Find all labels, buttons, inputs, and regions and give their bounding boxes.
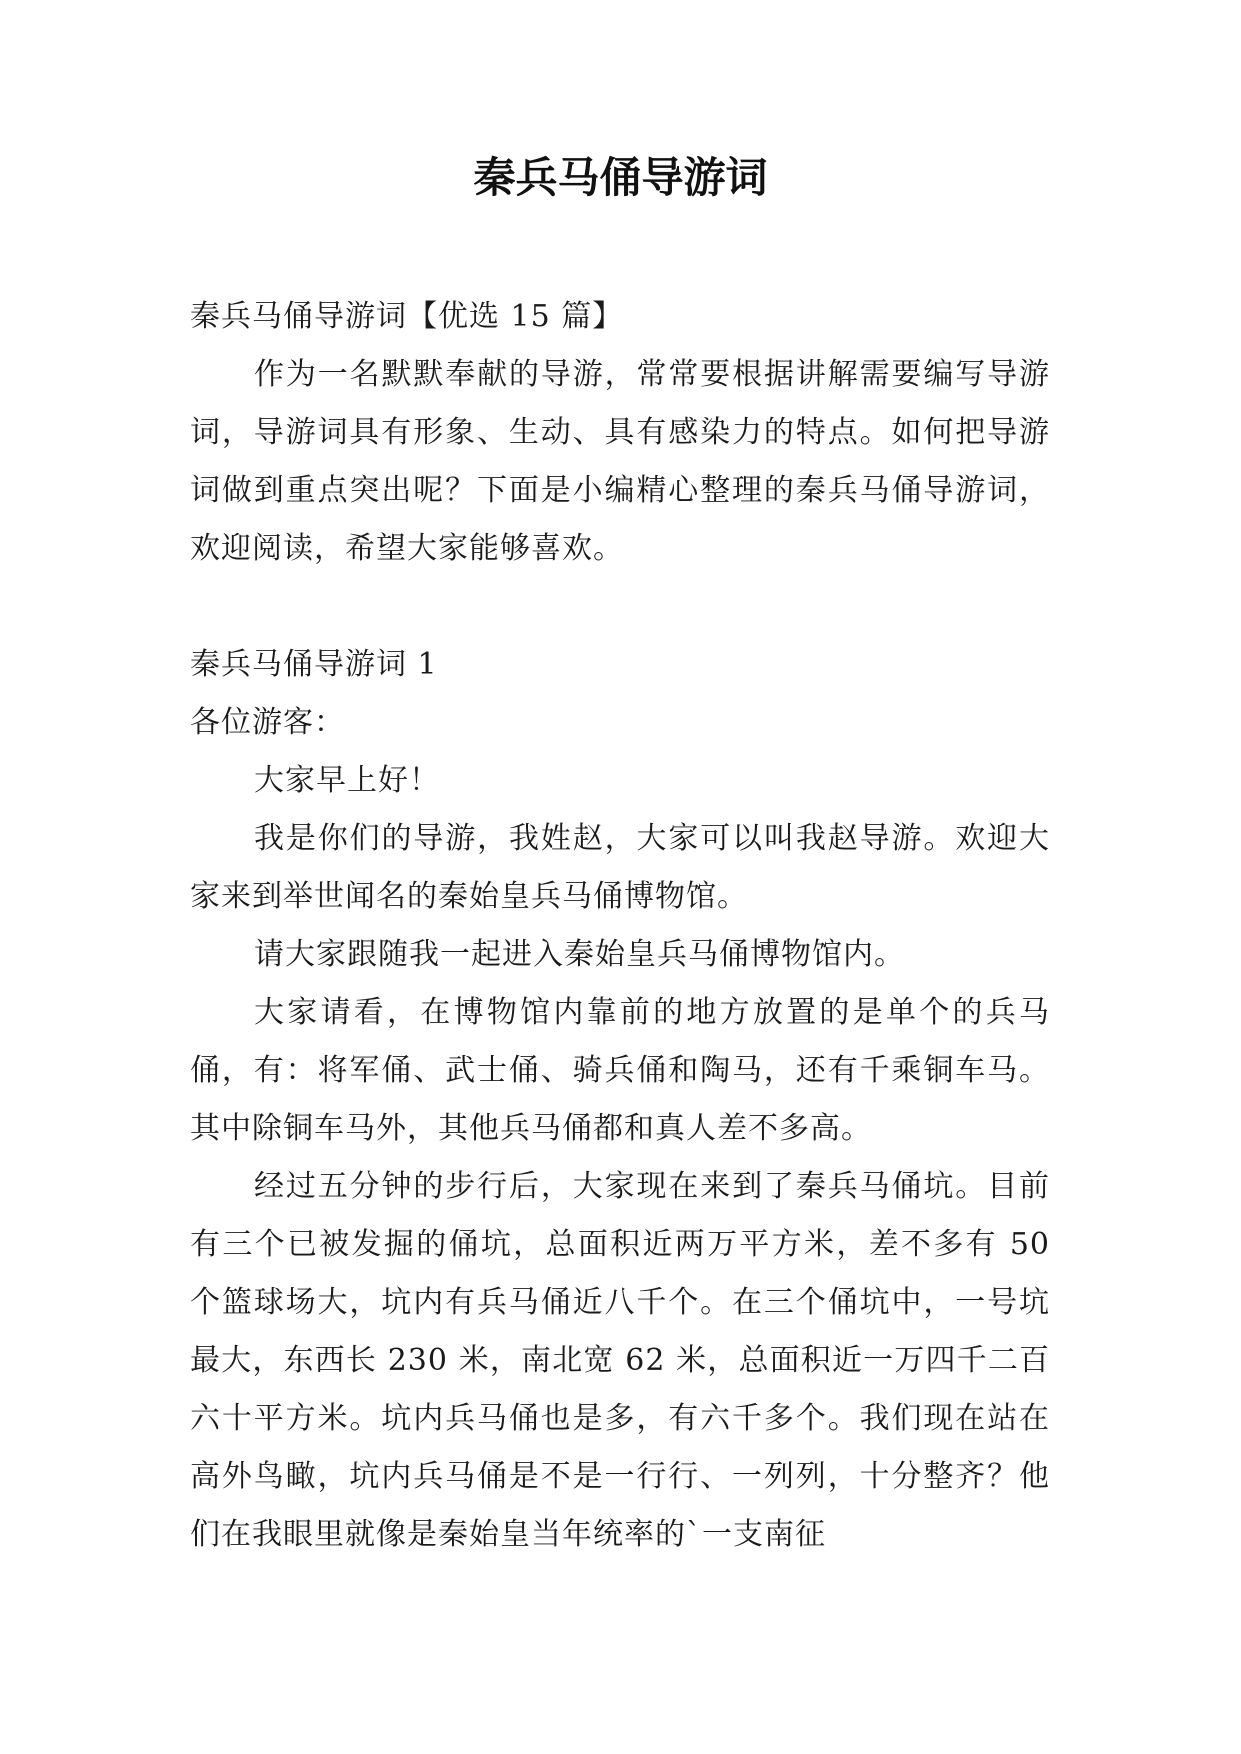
body-paragraph: 请大家跟随我一起进入秦始皇兵马俑博物馆内。 xyxy=(254,937,905,972)
document-title: 秦兵马俑导游词 xyxy=(473,153,768,202)
body-paragraph: 大家请看，在博物馆内靠前的地方放置的是单个的兵马俑，有：将军俑、武士俑、骑兵俑和陶马，还有千乘铜车马。其中除铜车马外，其他兵马俑都和真人差不多高。 xyxy=(190,995,1050,1146)
document-body xyxy=(190,288,1050,1564)
intro-paragraph: 作为一名默默奉献的导游，常常要根据讲解需要编写导游词，导游词具有形象、生动、具有感染力的特点。如何把导游词做到重点突出呢？下面是小编精心整理的秦兵马俑导游词，欢迎阅读，希望大家能够喜欢。 xyxy=(190,357,1050,566)
greeting: 各位游客： xyxy=(190,705,345,740)
body-paragraph: 我是你们的导游，我姓赵，大家可以叫我赵导游。欢迎大家来到举世闻名的秦始皇兵马俑博物馆。 xyxy=(190,821,1050,914)
document-subtitle: 秦兵马俑导游词【优选 15 篇】 xyxy=(190,299,624,334)
section-heading: 秦兵马俑导游词 1 xyxy=(190,647,438,682)
body-paragraph: 大家早上好！ xyxy=(254,763,440,798)
body-paragraph: 经过五分钟的步行后，大家现在来到了秦兵马俑坑。目前有三个已被发掘的俑坑，总面积近两万平方米，差不多有 50 个篮球场大，坑内有兵马俑近八千个。在三个俑坑中，一号坑最大，东西长 230 米，南北宽 62 米，总面积近一万四千二百六十平方米。坑内兵马俑也是多，有六千多个。我们现在站在高外鸟瞰，坑内兵马俑是不是一行行、一列列，十分整齐？他们在我眼里就像是秦始皇当年统率的`一支南征 xyxy=(190,1169,1050,1552)
paragraph-gap xyxy=(190,578,1050,636)
